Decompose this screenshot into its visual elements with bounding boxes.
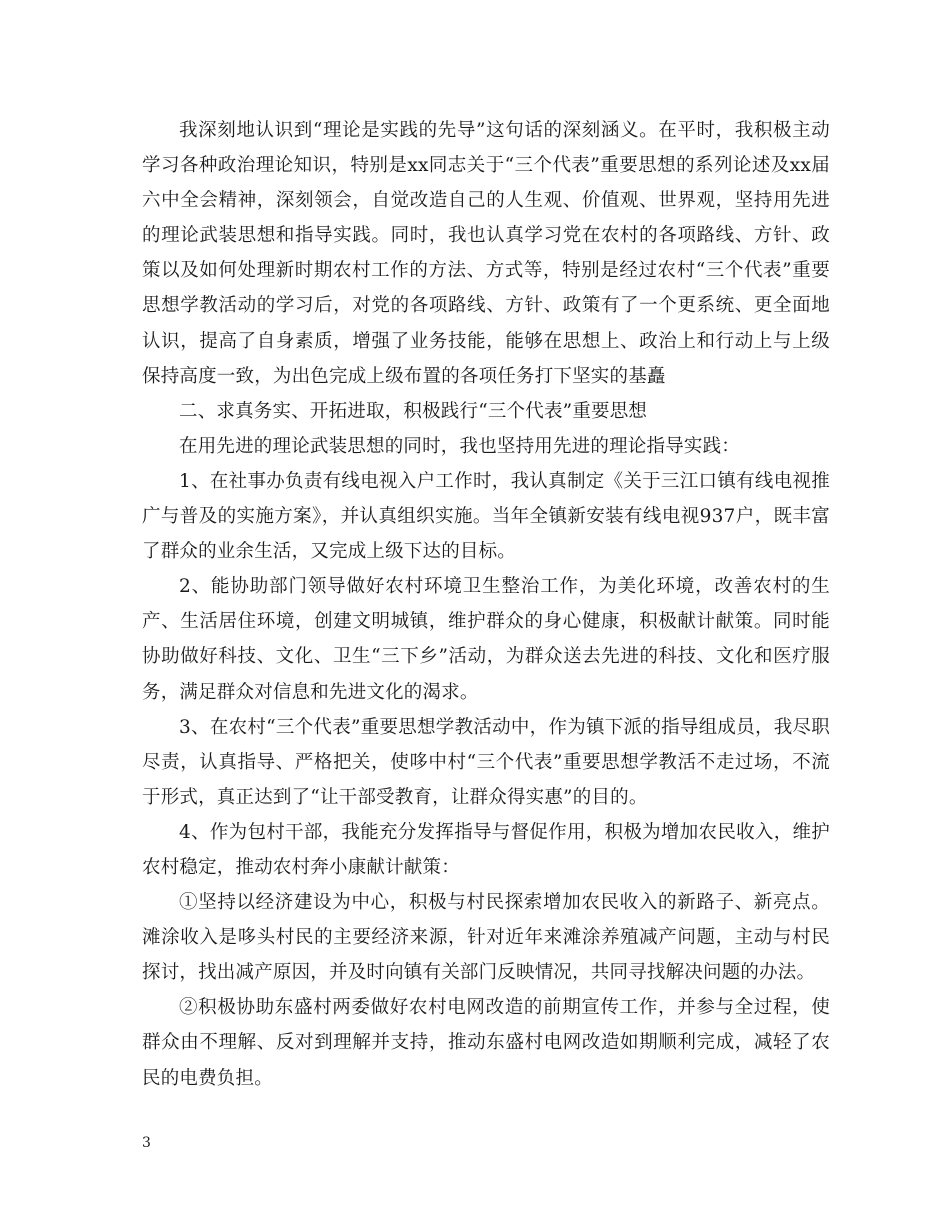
- list-item-cable-tv: 1、在社事办负责有线电视入户工作时，我认真制定《关于三江口镇有线电视推广与普及的实施方案》，并认真组织实施。当年全镇新安装有线电视937户，既丰富了群众的业余生活，又完成上级下达的目标。: [142, 470, 830, 563]
- document-body: [142, 113, 830, 1096]
- list-item-education-campaign: 3、在农村“三个代表”重要思想学教活动中，作为镇下派的指导组成员，我尽职尽责，认真指导、严格把关，使哆中村“三个代表”重要思想学教活不走过场，不流于形式，真正达到了“让干部受教育，让群众得实惠”的目的。: [142, 716, 830, 808]
- paragraph-practice-intro: 在用先进的理论武装思想的同时，我也坚持用先进的理论指导实践：: [179, 435, 741, 457]
- list-item-environment: 2、能协助部门领导做好农村环境卫生整治工作，为美化环境，改善农村的生产、生活居住环境，创建文明城镇，维护群众的身心健康，积极献计献策。同时能协助做好科技、文化、卫生“三下乡”活动，为群众送去先进的科技、文化和医疗服务，满足群众对信息和先进文化的渴求。: [142, 576, 830, 703]
- list-item-village-cadre: 4、作为包村干部，我能充分发挥指导与督促作用，积极为增加农民收入，维护农村稳定，推动农村奔小康献计献策：: [142, 821, 830, 878]
- section-heading-practice: 二、求真务实、开拓进取，积极践行“三个代表”重要思想: [179, 400, 648, 422]
- sub-item-economic-construction: ①坚持以经济建设为中心，积极与村民探索增加农民收入的新路子、新亮点。滩涂收入是哆头村民的主要经济来源，针对近年来滩涂养殖减产问题，主动与村民探讨，找出减产原因，并及时向镇有关部门反映情况，共同寻找解决问题的办法。: [142, 892, 830, 984]
- paragraph-theory-study: 我深刻地认识到“理论是实践的先导”这句话的深刻涵义。在平时，我积极主动学习各种政治理论知识，特别是xx同志关于“三个代表”重要思想的系列论述及xx届六中全会精神，深刻领会，自觉改造自己的人生观、价值观、世界观，坚持用先进的理论武装思想和指导实践。同时，我也认真学习党在农村的各项路线、方针、政策以及如何处理新时期农村工作的方法、方式等，特别是经过农村“三个代表”重要思想学教活动的学习后，对党的各项路线、方针、政策有了一个更系统、更全面地认识，提高了自身素质，增强了业务技能，能够在思想上、政治上和行动上与上级保持高度一致，为出色完成上级布置的各项任务打下坚实的基矗: [142, 120, 830, 387]
- page-number: 3: [142, 1135, 151, 1151]
- sub-item-grid-renovation: ②积极协助东盛村两委做好农村电网改造的前期宣传工作，并参与全过程，使群众由不理解、反对到理解并支持，推动东盛村电网改造如期顺利完成，减轻了农民的电费负担。: [142, 997, 830, 1089]
